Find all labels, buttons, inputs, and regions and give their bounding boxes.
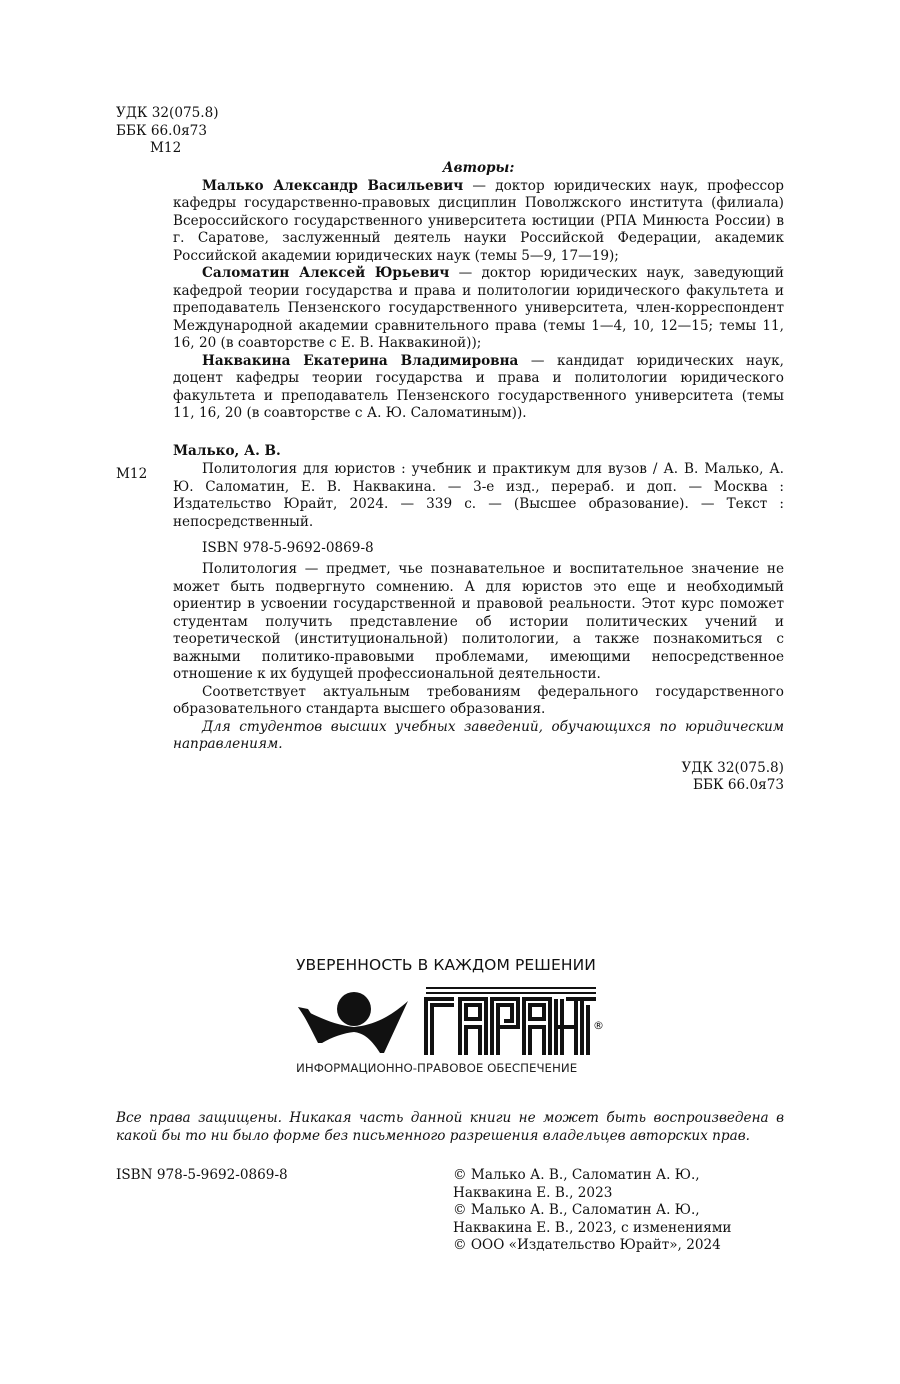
annotation-paragraph: Политология — предмет, чье познавательное и воспитательное значение не может быть подвергнуто сомнению. А для юристов это еще и необходимый ориентир в усвоении государственной и правовой реальности. Этот курс поможет студентам получить представление об истории политических учений и теоретической (институциональной) политологии, а также познакомиться с важными политико-правовыми проблемами, имеющими непосредственное отношение к их будущей профессиональной деятельности.: [173, 561, 784, 682]
bibliography-author-mark: М12: [116, 466, 148, 482]
bibliography-entry: Политология для юристов : учебник и практикум для вузов / А. В. Малько, А. Ю. Саломатин, Е. В. Наквакина. — 3-е изд., перераб. и доп. — Москва : Издательство Юрайт, 2024. — 339 с. — (Высшее образование). — Текст : непосредственный.: [173, 461, 784, 530]
author-mark: М12: [150, 140, 182, 156]
audience-note: Для студентов высших учебных заведений, обучающихся по юридическим направлениям.: [173, 718, 784, 752]
rights-statement: Все права защищены. Никакая часть данной книги не может быть воспроизведена в какой бы то ни было форме без письменного разрешения владельцев авторских прав.: [116, 1110, 784, 1144]
authors-block: [173, 160, 784, 423]
author-name: Малько Александр Васильевич: [202, 177, 464, 194]
author-name: Наквакина Екатерина Владимировна: [202, 352, 519, 369]
author-description: — кандидат юридических наук, доцент кафедры теории государства и права и политологии юридического факультета и преподаватель Пензенского государственного университета (темы 11, 16, 20 (в соавторстве с А. Ю. Саломатиным)).: [173, 352, 784, 421]
udk-code: УДК 32(075.8): [116, 105, 219, 121]
annotation-paragraph: Соответствует актуальным требованиям федерального государственного образовательного стандарта высшего образования.: [173, 683, 784, 717]
authors-heading: Авторы:: [442, 160, 515, 176]
garant-logo: [296, 985, 606, 1057]
bibliography-heading: Малько, А. В.: [173, 443, 281, 459]
copyright-block: [453, 1167, 731, 1255]
copyright-line: © Малько А. В., Саломатин А. Ю.,: [453, 1167, 700, 1183]
author-entry: [173, 353, 784, 423]
annotation-classification: [173, 760, 784, 795]
bbk-code: ББК 66.0я73: [116, 122, 207, 139]
bbk-code: ББК 66.0я73: [693, 777, 784, 793]
registered-mark: ®: [593, 1019, 604, 1032]
logo-tagline: ИНФОРМАЦИОННО-ПРАВОВОЕ ОБЕСПЕЧЕНИЕ: [296, 1061, 578, 1075]
author-entry: [173, 265, 784, 353]
logo-slogan: УВЕРЕННОСТЬ В КАЖДОМ РЕШЕНИИ: [296, 956, 597, 974]
garant-emblem-icon: [296, 985, 606, 1057]
bibliography-block: [173, 461, 784, 558]
copyright-line: Наквакина Е. В., 2023: [453, 1184, 613, 1201]
classification-block: [116, 105, 219, 158]
copyright-line: Наквакина Е. В., 2023, с изменениями: [453, 1219, 732, 1236]
author-description: — доктор юридических наук, заведующий кафедрой теории государства и права и политологии юридического факультета и преподаватель Пензенского государственного университета, член-корреспондент Международной академии сравнительного права (темы 1—4, 10, 12—15; темы 11, 16, 20 (в соавторстве с Е. В. Наквакиной));: [173, 265, 784, 351]
copyright-line: © ООО «Издательство Юрайт», 2024: [453, 1237, 721, 1253]
copyright-line: © Малько А. В., Саломатин А. Ю.,: [453, 1202, 700, 1218]
annotation-block: [173, 561, 784, 795]
footer-isbn: ISBN 978-5-9692-0869-8: [116, 1167, 288, 1183]
author-entry: [173, 178, 784, 266]
bibliography-isbn: ISBN 978-5-9692-0869-8: [202, 540, 374, 556]
author-description: — доктор юридических наук, профессор кафедры государственно-правовых дисциплин Поволжского института (филиала) Всероссийского государственного университета юстиции (РПА Минюста России) в г. Саратове, заслуженный деятель науки Российской Федерации, академик Российской академии юридических наук (темы 5—9, 17—19);: [173, 177, 784, 264]
author-name: Саломатин Алексей Юрьевич: [202, 265, 450, 281]
udk-code: УДК 32(075.8): [681, 759, 784, 776]
